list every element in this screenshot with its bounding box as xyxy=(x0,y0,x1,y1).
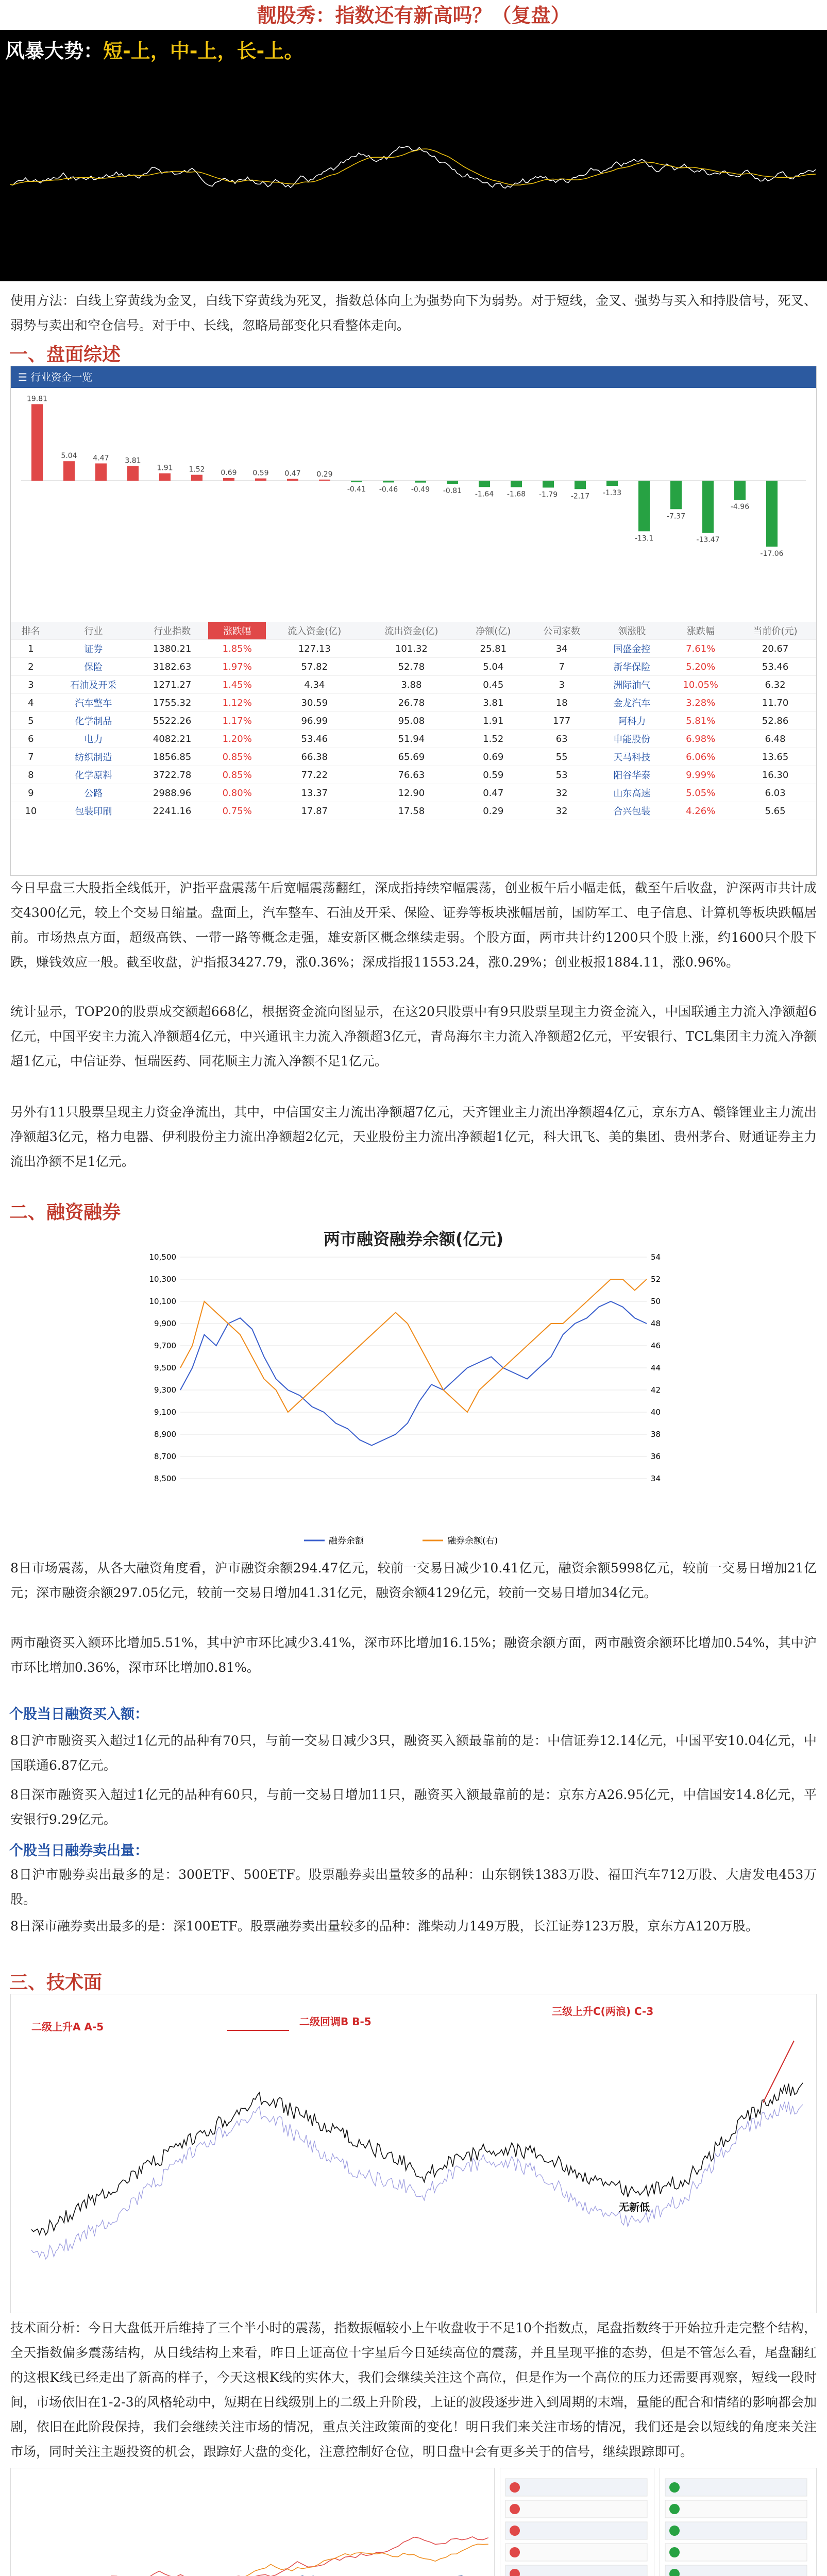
bar-value-label: 0.59 xyxy=(252,469,269,478)
industry-panel-header xyxy=(11,366,816,388)
fund-flow-list-screen-1 xyxy=(500,2468,654,2576)
table-cell: 16.30 xyxy=(734,766,816,784)
table-cell: 77.22 xyxy=(266,766,363,784)
industry-table-header xyxy=(11,622,816,640)
table-cell: 53.46 xyxy=(266,730,363,748)
bar-value-label: -17.06 xyxy=(760,549,784,558)
intro-text: 使用方法：白线上穿黄线为金叉，白线下穿黄线为死叉，指数总体向上为强势向下为弱势。对于短线，金叉、强势与买入和持股信号，死叉、弱势与卖出和空仓信号。对于中、长线，忽略局部变化只看整体走向。 xyxy=(10,293,817,333)
table-cell: 6.32 xyxy=(734,676,816,694)
price-line xyxy=(31,2083,803,2235)
table-cell: 2241.16 xyxy=(136,802,208,820)
table-cell: 1.45% xyxy=(208,676,266,694)
table-cell[interactable]: 合兴包装 xyxy=(597,802,667,820)
bar xyxy=(223,478,234,481)
table-cell: 1.20% xyxy=(208,730,266,748)
flow-line xyxy=(16,2544,488,2576)
text-10: 技术面分析：今日大盘低开后维持了三个半小时的震荡，指数振幅较小上午收盘收于不足10个指数点，尾盘指数终于开始拉升走完整个结构，全天指数偏多震荡结构，从日线结构上来看，昨日上证高位十字星后今日延续高位的震荡，并且呈现平推的态势，但是不管怎么看，尾盘翻红的这根K线已经走出了新高的样子，今天这根K线的实体大，我们会继续关注这个高位，但是作为一个高位的压力还需要再观察，短线一段时间，市场依旧在1-2-3的风格轮动中，短期在日线级别上的二级上升阶段，上证的波段逐步进入到周期的末端，量能的配合和情绪的影响都会加剧，依旧在此阶段保持，我们会继续关注市场的情况，重点关注政策面的变化！明日我们来关注市场的情况，我们还是会以短线的角度来关注市场，同时关注主题投资的机会，跟踪好大盘的变化，注意控制好仓位，明日盘中会有更多关于的信号，继续跟踪即可。 xyxy=(10,2320,817,2459)
margin-line-chart xyxy=(134,1252,693,1556)
table-cell[interactable]: 阳谷华泰 xyxy=(597,766,667,784)
bar-value-label: -4.96 xyxy=(730,503,750,512)
row-dot xyxy=(510,2547,520,2557)
y-tick-right: 42 xyxy=(651,1385,661,1395)
bar xyxy=(447,481,458,484)
y-tick-right: 50 xyxy=(651,1297,661,1306)
table-row[interactable] xyxy=(11,658,816,676)
bar-value-label: -1.33 xyxy=(602,488,622,497)
y-tick-right: 48 xyxy=(651,1319,661,1328)
table-cell: 53.46 xyxy=(734,658,816,676)
table-row[interactable] xyxy=(11,730,816,748)
bar xyxy=(191,475,202,481)
table-cell[interactable]: 国盛金控 xyxy=(597,640,667,658)
table-cell: 1755.32 xyxy=(136,694,208,712)
row-dot xyxy=(510,2526,520,2536)
table-cell: 20.67 xyxy=(734,640,816,658)
table-cell: 11.70 xyxy=(734,694,816,712)
y-tick-right: 52 xyxy=(651,1275,661,1284)
text-1: 今日早盘三大股指全线低开，沪指平盘震荡午后宽幅震荡翻红，深成指持续窄幅震荡，创业板午后小幅走低，截至午后收盘，沪深两市共计成交4300亿元，较上个交易日缩量。盘面上，汽车整车、石油及开采、保险、证券等板块涨幅居前，国防军工、电子信息、计算机等板块跌幅居前。市场热点方面，超级高铁、一带一路等概念走强，雄安新区概念继续走弱。个股方面，两市共计约1200只个股上涨，约1600只个股下跌，赚钱效应一般。截至收盘，沪指报3427.79，涨0.36%；深成指报11553.24，涨0.29%；创业板报1884.11，涨0.96%。 xyxy=(10,880,817,970)
y-tick-left: 8,500 xyxy=(154,1474,176,1483)
list-row xyxy=(665,2479,807,2496)
y-tick-right: 38 xyxy=(651,1430,661,1439)
y-tick-left: 9,300 xyxy=(154,1385,176,1395)
industry-bar-chart xyxy=(11,388,816,620)
bar xyxy=(383,481,394,482)
table-cell: 0.80% xyxy=(208,784,266,802)
y-tick-left: 9,100 xyxy=(154,1408,176,1417)
industry-table xyxy=(11,622,816,820)
table-cell: 101.32 xyxy=(363,640,460,658)
bar-value-label: 0.47 xyxy=(284,469,301,478)
table-cell: 10 xyxy=(11,802,51,820)
table-cell: 17.87 xyxy=(266,802,363,820)
y-tick-left: 8,900 xyxy=(154,1430,176,1439)
wave-arrow xyxy=(763,2041,794,2103)
column-header[interactable]: 行业指数 xyxy=(136,622,208,640)
table-cell: 26.78 xyxy=(363,694,460,712)
table-cell: 1.85% xyxy=(208,640,266,658)
margin-chart-title: 两市融资融券余额(亿元) xyxy=(323,1229,504,1249)
table-cell[interactable]: 纺织制造 xyxy=(51,748,136,766)
y-tick-left: 10,300 xyxy=(149,1275,176,1284)
table-cell: 127.13 xyxy=(266,640,363,658)
bar xyxy=(127,466,139,481)
list-row xyxy=(505,2479,647,2496)
bar xyxy=(287,479,298,481)
table-row[interactable] xyxy=(11,676,816,694)
bar-value-label: 0.69 xyxy=(221,468,237,477)
text-8: 8日沪市融券卖出最多的是：300ETF、500ETF。股票融券卖出量较多的品种：山东钢铁1383万股、福田汽车712万股、大唐发电453万股。 xyxy=(10,1867,817,1907)
y-tick-right: 54 xyxy=(651,1252,661,1262)
wave-label: 二级上升A A-5 xyxy=(31,2021,104,2033)
table-cell: 7.61% xyxy=(667,640,734,658)
list-row xyxy=(665,2565,807,2576)
table-row[interactable] xyxy=(11,712,816,730)
table-cell[interactable]: 山东高速 xyxy=(597,784,667,802)
series-line-left xyxy=(180,1301,647,1446)
table-cell: 0.47 xyxy=(460,784,527,802)
table-cell: 6.48 xyxy=(734,730,816,748)
wave-label: 二级回调B B-5 xyxy=(299,2015,372,2028)
bar xyxy=(766,481,778,547)
bar-value-label: -0.46 xyxy=(379,485,398,494)
bar-value-label: -13.1 xyxy=(634,534,654,543)
table-cell: 25.81 xyxy=(460,640,527,658)
table-cell: 1.17% xyxy=(208,712,266,730)
bar-value-label: -1.79 xyxy=(538,490,558,499)
list-row xyxy=(665,2522,807,2539)
bar xyxy=(159,473,171,481)
heading-short-sell: 个股当日融券卖出量： xyxy=(9,1843,148,1859)
hero-label-highlight: 短-上，中-上，长-上。 xyxy=(103,40,304,62)
table-cell[interactable]: 化学制品 xyxy=(51,712,136,730)
table-cell: 0.29 xyxy=(460,802,527,820)
table-cell: 52.78 xyxy=(363,658,460,676)
table-cell: 95.08 xyxy=(363,712,460,730)
table-cell: 57.82 xyxy=(266,658,363,676)
text-4: 8日市场震荡，从各大融资角度看，沪市融资余额294.47亿元，较前一交易日减少10.41亿元，融资余额5998亿元，较前一交易日增加21亿元；深市融资余额297.05亿元，较前一交易日增加41.31亿元，融资余额4129亿元，较前一交易日增加34亿元。 xyxy=(10,1561,817,1600)
bar xyxy=(255,479,266,481)
table-cell[interactable]: 洲际油气 xyxy=(597,676,667,694)
bar-value-label: -0.41 xyxy=(347,485,366,494)
hero-chart xyxy=(0,30,827,281)
table-cell: 6.98% xyxy=(667,730,734,748)
tech-chart xyxy=(10,1994,817,2313)
bar-value-label: -2.17 xyxy=(570,492,590,501)
list-icon: ☰ xyxy=(18,371,31,383)
table-cell: 17.58 xyxy=(363,802,460,820)
table-cell: 6.06% xyxy=(667,748,734,766)
table-cell: 1380.21 xyxy=(136,640,208,658)
table-cell: 1271.27 xyxy=(136,676,208,694)
table-cell: 2988.96 xyxy=(136,784,208,802)
row-dot xyxy=(669,2547,680,2557)
fund-flow-list-2 xyxy=(660,2468,816,2576)
fund-flow-chart-screen xyxy=(10,2468,495,2576)
table-row[interactable] xyxy=(11,640,816,658)
bar-value-label: -1.64 xyxy=(475,490,494,499)
table-cell: 34 xyxy=(527,640,597,658)
bar-value-label: 4.47 xyxy=(93,454,109,463)
text-3: 另外有11只股票呈现主力资金净流出，其中，中信国安主力流出净额超7亿元，天齐锂业主力流出净额超4亿元，京东方A、赣锋锂业主力流出净额超3亿元，格力电器、伊利股份主力流出净额超2亿元，天业股份主力流出净额超1亿元，科大讯飞、美的集团、贵州茅台、财通证券主力流出净额不足1亿元。 xyxy=(10,1105,817,1169)
table-cell: 53 xyxy=(527,766,597,784)
y-tick-left: 10,500 xyxy=(149,1252,176,1262)
table-cell: 9 xyxy=(11,784,51,802)
wave-label: 三级上升C(两浪) C-3 xyxy=(552,2005,654,2018)
table-row[interactable] xyxy=(11,802,816,820)
table-cell: 96.99 xyxy=(266,712,363,730)
column-header[interactable]: 涨跌幅 xyxy=(208,622,266,640)
table-cell: 0.59 xyxy=(460,766,527,784)
table-cell: 0.69 xyxy=(460,748,527,766)
table-cell: 4082.21 xyxy=(136,730,208,748)
table-cell: 177 xyxy=(527,712,597,730)
y-tick-right: 36 xyxy=(651,1452,661,1461)
ma-line xyxy=(31,2102,803,2259)
table-cell: 1.97% xyxy=(208,658,266,676)
hero-candles xyxy=(0,30,827,281)
y-tick-left: 9,700 xyxy=(154,1341,176,1350)
column-header[interactable]: 行业 xyxy=(51,622,136,640)
bar xyxy=(575,481,586,489)
table-cell: 13.65 xyxy=(734,748,816,766)
table-cell: 0.85% xyxy=(208,748,266,766)
list-row xyxy=(505,2522,647,2539)
table-cell: 1.12% xyxy=(208,694,266,712)
list-row xyxy=(505,2500,647,2518)
table-cell: 7 xyxy=(527,658,597,676)
column-header[interactable]: 流出资金(亿) xyxy=(363,622,460,640)
table-cell: 32 xyxy=(527,784,597,802)
table-cell: 30.59 xyxy=(266,694,363,712)
list-row xyxy=(505,2565,647,2576)
bar-value-label: 3.81 xyxy=(125,456,141,465)
fund-flow-list-1 xyxy=(500,2468,654,2576)
table-cell: 3722.78 xyxy=(136,766,208,784)
text-5: 两市融资买入额环比增加5.51%，其中沪市环比减少3.41%，深市环比增加16.15%；融资余额方面，两市融资余额环比增加0.54%，其中沪市环比增加0.36%，深市环比增加0.81%。 xyxy=(10,1635,817,1675)
table-cell: 4 xyxy=(11,694,51,712)
fund-flow-screens xyxy=(10,2468,817,2576)
table-cell: 5.05% xyxy=(667,784,734,802)
table-cell: 1856.85 xyxy=(136,748,208,766)
y-tick-left: 10,100 xyxy=(149,1297,176,1306)
bar xyxy=(734,481,746,500)
table-cell: 5.81% xyxy=(667,712,734,730)
table-row[interactable] xyxy=(11,694,816,712)
column-header[interactable]: 公司家数 xyxy=(527,622,597,640)
table-cell: 66.38 xyxy=(266,748,363,766)
table-cell[interactable]: 包装印刷 xyxy=(51,802,136,820)
text-2: 统计显示，TOP20的股票成交额超668亿，根据资金流向图显示，在这20只股票中有9只股票呈现主力资金流入，中国联通主力流入净额超6亿元，中国平安主力流入净额超4亿元，中兴通讯主力流入净额超3亿元，青岛海尔主力流入净额超2亿元，平安银行、TCL集团主力流入净额超1亿元，中信证券、恒瑞医药、同花顺主力流入净额不足1亿元。 xyxy=(10,1004,817,1069)
page-title: 靓股秀：指数还有新高吗？（复盘） xyxy=(257,4,570,27)
list-row xyxy=(505,2544,647,2561)
table-cell: 76.63 xyxy=(363,766,460,784)
table-cell: 3.28% xyxy=(667,694,734,712)
table-cell[interactable]: 证券 xyxy=(51,640,136,658)
row-dot xyxy=(510,2482,520,2493)
table-cell: 5 xyxy=(11,712,51,730)
heading-margin-buy: 个股当日融资买入额： xyxy=(9,1706,148,1722)
bar xyxy=(479,481,490,487)
bar xyxy=(606,481,618,486)
table-cell[interactable]: 汽车整车 xyxy=(51,694,136,712)
table-cell: 5.20% xyxy=(667,658,734,676)
column-header[interactable]: 净额(亿) xyxy=(460,622,527,640)
table-row[interactable] xyxy=(11,748,816,766)
hero-label-prefix: 风暴大势： xyxy=(5,40,104,62)
bar-value-label: 1.91 xyxy=(157,464,173,472)
hero-label xyxy=(5,35,303,63)
table-cell: 55 xyxy=(527,748,597,766)
bar-value-label: -7.37 xyxy=(666,512,686,521)
bar-value-label: -13.47 xyxy=(696,536,720,545)
table-cell: 18 xyxy=(527,694,597,712)
table-cell[interactable]: 电力 xyxy=(51,730,136,748)
bar xyxy=(95,463,107,481)
bar-value-label: -0.49 xyxy=(411,485,430,494)
bar-value-label: 0.29 xyxy=(316,470,333,479)
bar xyxy=(31,404,43,481)
bar xyxy=(63,461,75,481)
table-cell: 10.05% xyxy=(667,676,734,694)
bar-value-label: 1.52 xyxy=(189,465,205,474)
table-cell: 3182.63 xyxy=(136,658,208,676)
text-6: 8日沪市融资买入超过1亿元的品种有70只，与前一交易日减少3只，融资买入额最靠前的是：中信证券12.14亿元，中国平安10.04亿元，中国联通6.87亿元。 xyxy=(10,1733,817,1773)
table-cell: 4.34 xyxy=(266,676,363,694)
y-tick-right: 44 xyxy=(651,1363,661,1372)
bar-value-label: -0.81 xyxy=(443,487,462,496)
row-dot xyxy=(510,2504,520,2514)
column-header[interactable]: 流入资金(亿) xyxy=(266,622,363,640)
fund-flow-lines xyxy=(11,2468,494,2576)
bar xyxy=(543,481,554,487)
table-cell: 12.90 xyxy=(363,784,460,802)
column-header[interactable]: 涨跌幅 xyxy=(667,622,734,640)
table-cell[interactable]: 天马科技 xyxy=(597,748,667,766)
table-cell: 0.45 xyxy=(460,676,527,694)
bar xyxy=(511,481,522,487)
row-dot xyxy=(669,2504,680,2514)
bar xyxy=(670,481,682,509)
table-cell: 65.69 xyxy=(363,748,460,766)
list-row xyxy=(665,2544,807,2561)
bar xyxy=(319,480,330,481)
list-row xyxy=(665,2500,807,2518)
table-cell: 3.88 xyxy=(363,676,460,694)
y-tick-left: 9,900 xyxy=(154,1319,176,1328)
fund-flow-list-screen-2 xyxy=(660,2468,817,2576)
table-cell: 32 xyxy=(527,802,597,820)
bar xyxy=(638,481,650,531)
table-cell: 1 xyxy=(11,640,51,658)
table-row[interactable] xyxy=(11,766,816,784)
text-7: 8日深市融资买入超过1亿元的品种有60只，与前一交易日增加11只，融资买入额最靠前的是：京东方A26.95亿元，中信国安14.8亿元，平安银行9.29亿元。 xyxy=(10,1787,817,1827)
hero-yellow-line xyxy=(10,149,816,185)
bar-value-label: -1.68 xyxy=(507,490,526,499)
section-heading-3: 三、技术面 xyxy=(9,1972,103,1993)
table-cell[interactable]: 石油及开采 xyxy=(51,676,136,694)
column-header[interactable]: 领涨股 xyxy=(597,622,667,640)
table-cell[interactable]: 金龙汽车 xyxy=(597,694,667,712)
row-dot xyxy=(669,2482,680,2493)
row-dot xyxy=(669,2526,680,2536)
table-cell[interactable]: 保险 xyxy=(51,658,136,676)
table-cell: 13.37 xyxy=(266,784,363,802)
margin-chart xyxy=(134,1226,693,1556)
bar-value-label: 19.81 xyxy=(26,395,48,403)
table-cell: 3 xyxy=(527,676,597,694)
table-cell: 63 xyxy=(527,730,597,748)
table-cell[interactable]: 新华保险 xyxy=(597,658,667,676)
table-cell: 51.94 xyxy=(363,730,460,748)
table-cell[interactable]: 阿科力 xyxy=(597,712,667,730)
bar xyxy=(702,481,714,533)
bar xyxy=(415,481,426,483)
legend-label: 融券余额(右) xyxy=(447,1536,498,1546)
y-tick-right: 40 xyxy=(651,1408,661,1417)
y-tick-left: 8,700 xyxy=(154,1452,176,1461)
industry-panel xyxy=(10,366,817,876)
tech-wave-chart xyxy=(11,1994,816,2313)
table-cell: 1.52 xyxy=(460,730,527,748)
table-cell: 7 xyxy=(11,748,51,766)
column-header[interactable]: 排名 xyxy=(11,622,51,640)
y-tick-right: 34 xyxy=(651,1474,661,1483)
table-row[interactable] xyxy=(11,784,816,802)
table-cell: 4.26% xyxy=(667,802,734,820)
table-cell: 5522.26 xyxy=(136,712,208,730)
table-cell: 6 xyxy=(11,730,51,748)
table-cell: 3 xyxy=(11,676,51,694)
table-cell: 8 xyxy=(11,766,51,784)
table-cell[interactable]: 化学原料 xyxy=(51,766,136,784)
legend-label: 融券余额 xyxy=(329,1536,364,1546)
section-heading-1: 一、盘面综述 xyxy=(9,344,121,365)
table-cell: 5.65 xyxy=(734,802,816,820)
table-cell: 6.03 xyxy=(734,784,816,802)
table-cell[interactable]: 公路 xyxy=(51,784,136,802)
industry-panel-title: 行业资金一览 xyxy=(30,371,93,383)
section-heading-2: 二、融资融券 xyxy=(9,1202,121,1223)
y-tick-right: 46 xyxy=(651,1341,661,1350)
bar xyxy=(351,481,362,482)
table-cell: 3.81 xyxy=(460,694,527,712)
table-cell: 0.85% xyxy=(208,766,266,784)
table-cell: 52.86 xyxy=(734,712,816,730)
text-9: 8日深市融券卖出最多的是：深100ETF。股票融券卖出量较多的品种：潍柴动力149万股，长江证券123万股，京东方A120万股。 xyxy=(10,1919,759,1934)
wave-label: 无新低 xyxy=(619,2201,650,2213)
table-cell: 0.75% xyxy=(208,802,266,820)
column-header[interactable]: 当前价(元) xyxy=(734,622,816,640)
table-cell: 2 xyxy=(11,658,51,676)
y-tick-left: 9,500 xyxy=(154,1363,176,1372)
bar-value-label: 5.04 xyxy=(61,452,77,461)
table-cell[interactable]: 申能股份 xyxy=(597,730,667,748)
table-cell: 9.99% xyxy=(667,766,734,784)
table-cell: 1.91 xyxy=(460,712,527,730)
table-cell: 5.04 xyxy=(460,658,527,676)
